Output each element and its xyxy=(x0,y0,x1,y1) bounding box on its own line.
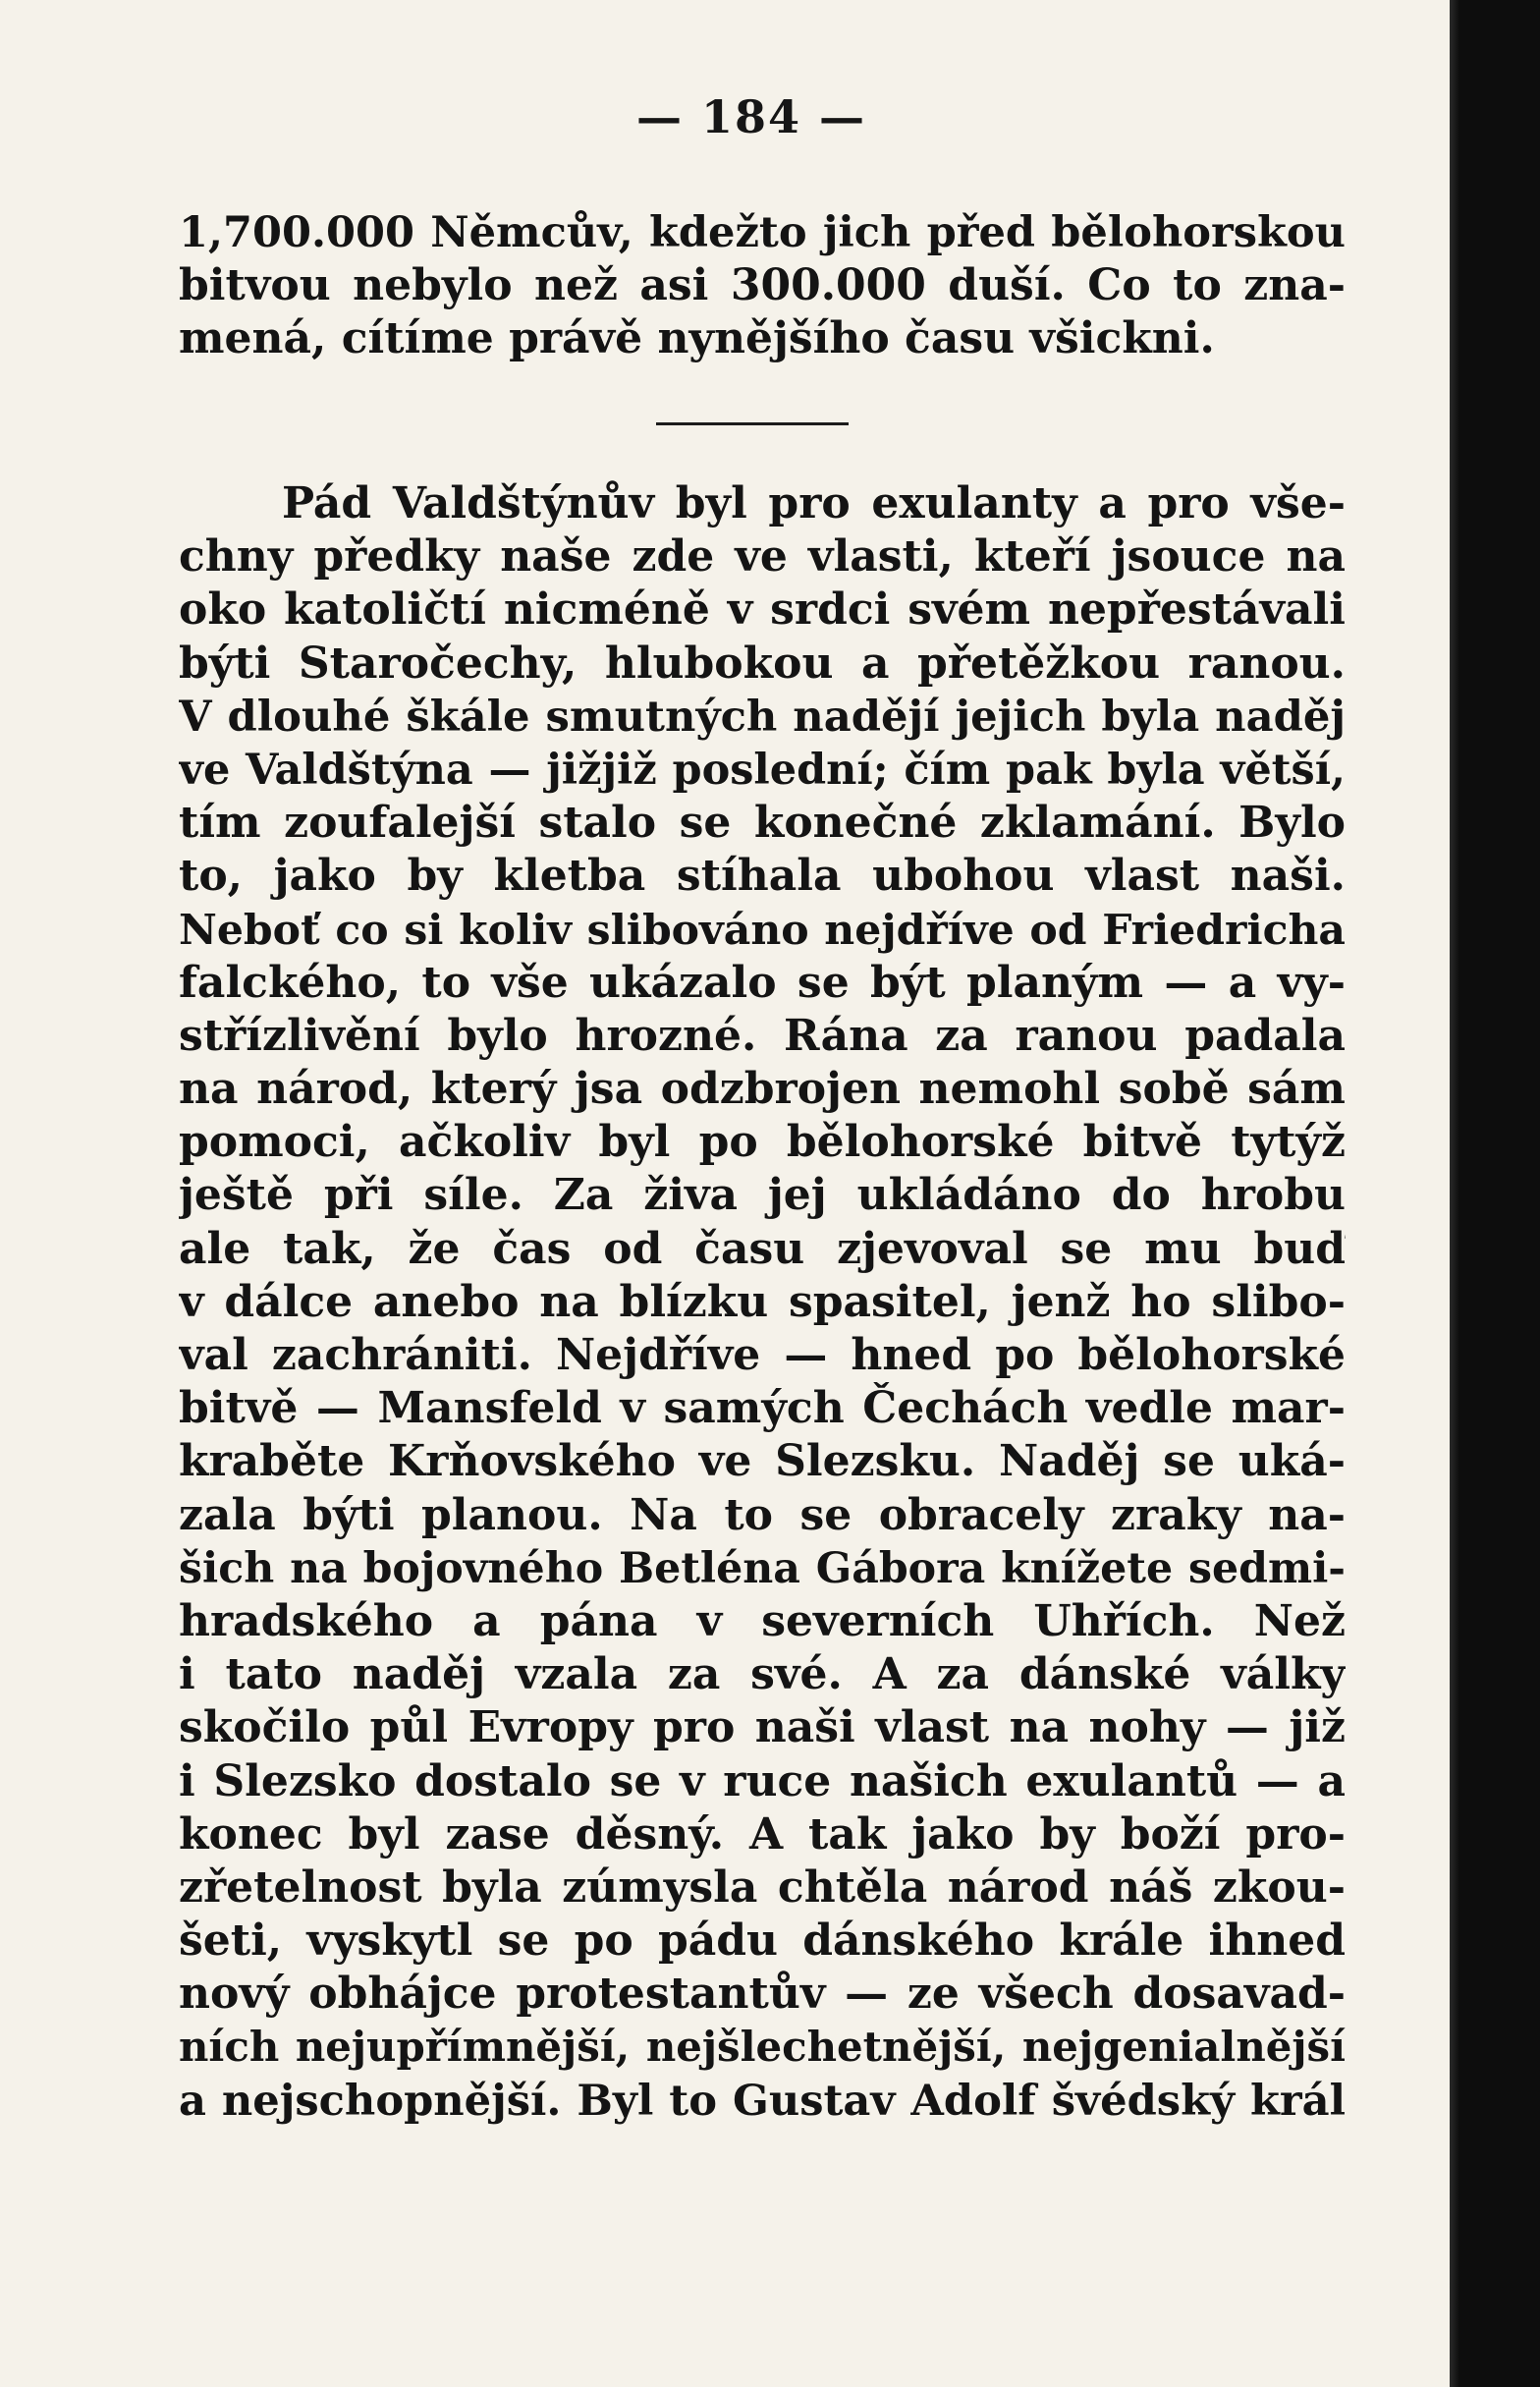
paragraph-line: zřetelnost byla zúmysla chtěla národ náš zkou- xyxy=(179,1861,1346,1913)
paragraph-line: Pád Valdštýnův byl pro exulanty a pro vše- xyxy=(282,478,1346,528)
top-paragraph xyxy=(179,206,1346,366)
page-number: — 184 — xyxy=(635,90,867,143)
paragraph-line: oko katoličtí nicméně v srdci svém nepřestávali xyxy=(179,584,1346,636)
main-paragraph xyxy=(179,477,1346,2128)
paragraph-line: tím zoufalejší stalo se konečné zklamání. Bylo xyxy=(179,798,1346,849)
paragraph-line: Neboť co si koliv slibováno nejdříve od Friedricha xyxy=(179,905,1346,955)
paragraph-line: nový obhájce protestantův — ze všech dosavad- xyxy=(179,1969,1346,2020)
paragraph-line: šeti, vyskytl se po pádu dánského krále ihned xyxy=(179,1915,1346,1967)
paragraph-line: 1,700.000 Němcův, kdežto jich před bělohorskou xyxy=(179,208,1346,257)
paragraph-line: to, jako by kletba stíhala ubohou vlast naši. xyxy=(179,851,1346,902)
paragraph-line: chny předky naše zde ve vlasti, kteří jsouce na xyxy=(179,531,1346,583)
edge-gradient xyxy=(1450,0,1459,2387)
page-edge-shadow xyxy=(1450,0,1540,2387)
paragraph-line: i tato naděj vzala za své. A za dánské války xyxy=(179,1649,1346,1700)
paragraph-line: konec byl zase děsný. A tak jako by boží pro- xyxy=(179,1808,1346,1860)
paragraph-line: val zachrániti. Nejdříve — hned po bělohorské xyxy=(179,1330,1346,1380)
paragraph-line: a nejschopnější. Byl to Gustav Adolf švédský král xyxy=(179,2075,1346,2126)
paragraph-line: býti Staročechy, hlubokou a přetěžkou ranou. xyxy=(179,638,1346,689)
paragraph-line: šich na bojovného Betléna Gábora knížete sedmi- xyxy=(179,1543,1346,1593)
paragraph-line: ale tak, že čas od času zjevoval se mu buď xyxy=(179,1223,1346,1274)
paragraph-line: ještě při síle. Za živa jej ukládáno do hrobu xyxy=(179,1170,1346,1221)
paragraph-line: v dálce anebo na blízku spasitel, jenž ho slibo- xyxy=(179,1276,1346,1327)
paragraph-line: V dlouhé škále smutných nadějí jejich byla naděj xyxy=(179,691,1346,742)
paragraph-line: kraběte Krňovského ve Slezsku. Naděj se uká- xyxy=(179,1436,1346,1487)
paragraph-line: na národ, který jsa odzbrojen nemohl sobě sám xyxy=(179,1064,1346,1115)
paragraph-line: bitvě — Mansfeld v samých Čechách vedle mar- xyxy=(179,1383,1346,1434)
paragraph-line: falckého, to vše ukázalo se být planým — a vy- xyxy=(179,957,1346,1008)
paragraph-line: skočilo půl Evropy pro naši vlast na nohy — již xyxy=(179,1702,1346,1753)
paragraph-line: bitvou nebylo než asi 300.000 duší. Co to zna- xyxy=(179,260,1346,311)
paragraph-line: hradského a pána v severních Uhřích. Než xyxy=(179,1595,1346,1646)
paragraph-line: pomoci, ačkoliv byl po bělohorské bitvě tytýž xyxy=(179,1117,1346,1168)
paragraph-line: střízlivění bylo hrozné. Rána za ranou padala xyxy=(179,1010,1346,1061)
paragraph-line: mená, cítíme právě nynějšího času všickni. xyxy=(179,313,1215,364)
section-divider xyxy=(656,422,849,425)
paragraph-line: zala býti planou. Na to se obracely zraky na- xyxy=(179,1489,1346,1540)
paragraph-line: i Slezsko dostalo se v ruce našich exulantů — a xyxy=(179,1755,1346,1806)
paragraph-line: ních nejupřímnější, nejšlechetnější, nejgenialnější xyxy=(179,2023,1346,2072)
paragraph-line: ve Valdštýna — jižjiž poslední; čím pak byla větší, xyxy=(179,745,1346,795)
